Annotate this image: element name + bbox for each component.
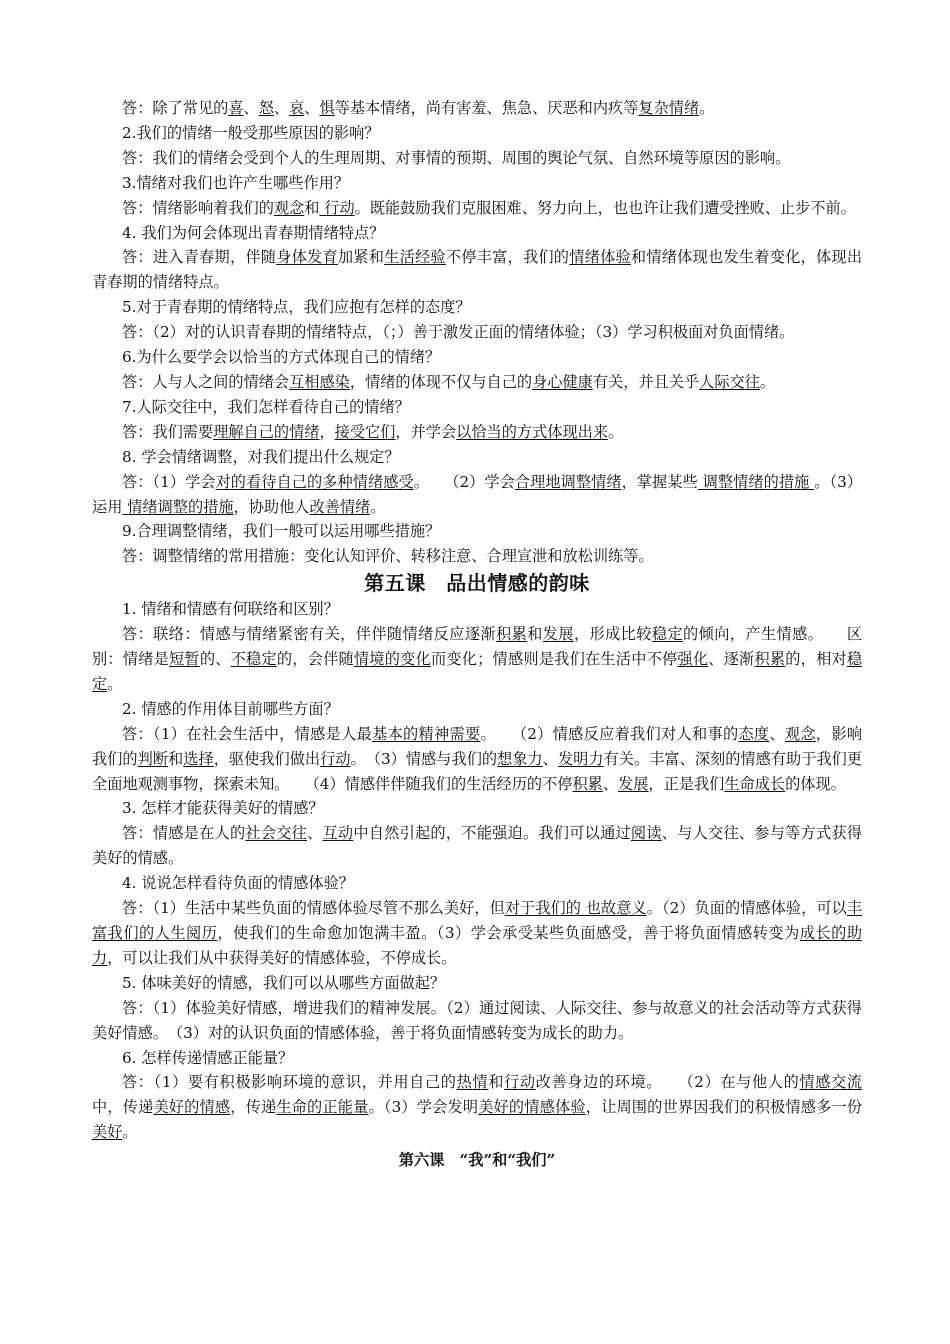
key-term: 稳定 xyxy=(651,625,684,644)
lesson4-q7: 7.人际交往中，我们怎样看待自己的情绪？ xyxy=(122,397,410,416)
key-term: 阅读 xyxy=(630,824,662,843)
text-run: 的体现。 xyxy=(785,774,846,793)
key-term: 想象力 xyxy=(497,749,543,768)
lesson4-q2: 2.我们的情绪一般受那些原因的影响？ xyxy=(122,123,380,142)
lesson5-q2-answer xyxy=(92,722,862,797)
key-term: 身心健康 xyxy=(532,372,593,391)
lesson5-q1-answer xyxy=(92,622,862,697)
key-term: 行动 xyxy=(320,749,351,768)
text-run: ，掌握某些 xyxy=(621,472,698,491)
key-term: 积累 xyxy=(572,774,603,793)
text-run: 。（2）负面的情感体验，可以 xyxy=(646,899,847,918)
text-run: ，正是我们 xyxy=(648,774,725,793)
text-run: 。 xyxy=(608,422,624,441)
text-run: 中，传递 xyxy=(92,1098,154,1117)
text-run: 而变化；情感则是我们在生活中不停 xyxy=(430,650,678,669)
text-run: 。既能鼓励我们克服困难、努力向上，也也许让我们遭受挫败、止步不前。 xyxy=(354,198,856,217)
key-term: 丰富我们的人生阅历 xyxy=(92,899,862,942)
key-term: 不稳定 xyxy=(230,650,277,669)
text-run: 、 xyxy=(602,774,619,793)
text-run: 答：情感是在人的 xyxy=(122,824,246,843)
key-term: 基本的精神需要 xyxy=(372,724,481,743)
lesson4-q4: 4. 我们为何会体现出青春期情绪特点？ xyxy=(122,223,385,242)
lesson4-q5: 5.对于青春期的情绪特点，我们应抱有怎样的态度？ xyxy=(122,298,471,317)
key-term: 情感交流 xyxy=(799,1073,863,1092)
key-term: 哀 xyxy=(289,99,305,117)
key-term: 美好的情感 xyxy=(153,1098,231,1117)
text-run: 加紧和 xyxy=(337,248,385,267)
key-term: 对于我们的 也故意义 xyxy=(504,899,647,918)
text-run: 和 xyxy=(488,1073,505,1092)
key-term: 短暂 xyxy=(169,650,200,669)
text-run: 、 xyxy=(243,99,259,117)
key-term: 美好的情感体验 xyxy=(478,1098,586,1117)
key-term: 喜 xyxy=(228,99,244,117)
key-term: 成长的助力 xyxy=(92,924,862,967)
key-term: 判断 xyxy=(137,749,169,768)
lesson4-q2-answer xyxy=(92,146,862,171)
text-run: 有关。丰富、深刻的情感有助于我们更全面地观测事物，探索未知。 （4）情感伴伴随我们的生活经历的不停 xyxy=(92,749,863,793)
text-run: ，让周围的世界因我们的积极情感多一份 xyxy=(585,1098,863,1117)
text-run: 。 xyxy=(370,497,386,516)
text-run: 。（3）学会发明 xyxy=(368,1098,479,1117)
key-term: 惧 xyxy=(319,99,335,117)
lesson5-title: 第五课 品出情感的韵味 xyxy=(364,571,590,596)
text-run: 答：（1）生活中某些负面的情感体验尽管不那么美好，但 xyxy=(122,899,505,918)
key-term: 合理地调整情绪 xyxy=(514,472,622,491)
key-term: 发展 xyxy=(618,774,649,793)
text-run: 、与人交往、参与等方式获得美好的情感。 xyxy=(92,824,863,868)
key-term: 调整情绪的措施 xyxy=(697,472,815,491)
text-run: 。 xyxy=(122,1123,138,1142)
text-run: 等基本情绪，尚有害羞、焦急、厌恶和内疚等 xyxy=(334,99,639,117)
text-run: 的，相对 xyxy=(785,650,847,669)
text-run: 有关，并且关乎 xyxy=(592,372,700,391)
text-run: 答：人与人之间的情绪会 xyxy=(122,372,290,391)
key-term: 互相感染 xyxy=(289,372,350,391)
text-run: 和情绪体现也发生着变化，体现出青春期的情绪特点。 xyxy=(92,248,863,292)
text-run: 答：进入青春期，伴随 xyxy=(122,248,277,267)
lesson4-q7-answer xyxy=(92,420,862,445)
text-run: 答：联络：情感与情绪紧密有关，伴伴随情绪反应逐渐 xyxy=(122,625,496,644)
lesson4-q9-answer xyxy=(92,544,862,569)
text-run: 的、 xyxy=(199,650,231,669)
key-term: 对的看待自己的多种情绪感受 xyxy=(215,472,414,491)
text-run: 改善身边的环境。 （2）在与他人的 xyxy=(535,1073,800,1092)
text-run: 的倾向，产生情感。 区别：情绪是 xyxy=(92,625,863,669)
key-term: 行动 xyxy=(504,1073,536,1092)
text-run: 、 xyxy=(542,749,558,768)
text-run: 中自然引起的，不能强迫。我们可以通过 xyxy=(353,824,631,843)
text-run: 。 （3）情感与我们的 xyxy=(350,749,498,768)
text-run: 、 xyxy=(769,724,785,743)
key-term: 热情 xyxy=(456,1073,489,1092)
lesson5-q6: 6. 怎样传递情感正能量？ xyxy=(122,1048,294,1067)
key-term: 行动 xyxy=(319,198,355,217)
key-term: 观念 xyxy=(784,724,816,743)
lesson5-q6-answer xyxy=(92,1070,862,1145)
key-term: 生命成长 xyxy=(724,774,786,793)
key-term: 生活经验 xyxy=(384,248,446,267)
lesson4-q3: 3.情绪对我们也许产生哪些作用？ xyxy=(122,173,350,192)
key-term: 态度 xyxy=(738,724,770,743)
document-page xyxy=(92,96,862,1175)
key-term: 怒 xyxy=(258,99,274,117)
lesson4-q9: 9.合理调整情绪，我们一般可以运用哪些措施？ xyxy=(122,522,441,541)
key-term: 选择 xyxy=(183,749,214,768)
lesson4-q8: 8. 学会情绪调整，对我们提出什么规定？ xyxy=(122,447,400,466)
text-run: ，使我们的生命愈加饱满丰盈。（3）学会承受某些负面感受，善于将负面情感转变为 xyxy=(217,924,800,942)
lesson4-q6-answer xyxy=(92,370,862,395)
key-term: 复杂情绪 xyxy=(638,99,700,117)
text-run: 答：除了常见的 xyxy=(122,99,229,117)
key-term: 观念 xyxy=(273,198,305,217)
lesson5-q2: 2. 情感的作用体目前哪些方面？ xyxy=(122,699,339,718)
text-run: ，可以让我们从中获得美好的情感体验，不停成长。 xyxy=(107,948,457,967)
key-term: 积累 xyxy=(496,625,528,644)
lesson4-q4-answer xyxy=(92,245,862,295)
key-term: 情绪体验 xyxy=(569,248,631,267)
text-run: 答：（1）在社会生活中，情感是人最 xyxy=(122,724,373,743)
text-run: 答：我们需要 xyxy=(122,422,214,441)
text-run: ，情绪的体现不仅与自己的 xyxy=(349,372,533,391)
text-run: ，协助他人 xyxy=(233,497,310,516)
text-run: 和 xyxy=(304,198,320,217)
lesson5-q5-answer xyxy=(92,996,862,1046)
key-term: 理解自己的情绪 xyxy=(213,422,320,441)
text-run: 。（3）运用 xyxy=(92,472,863,516)
key-term: 发展 xyxy=(542,625,574,644)
text-run: ，驱使我们做出 xyxy=(213,749,321,768)
text-run: 答：（2）对的认识青春期的情绪特点，（；）善于激发正面的情绪体验；（3）学习积极面对负面情绪。 xyxy=(122,323,795,342)
key-term: 以恰当的方式体现出来 xyxy=(456,422,608,441)
text-run: 答：调整情绪的常用措施：变化认知评价、转移注意、合理宣泄和放松训练等。 xyxy=(122,547,654,566)
text-run: ，并学会 xyxy=(395,422,457,441)
text-run: 、 xyxy=(273,99,290,117)
text-run: 答：（1）要有积极影响环境的意识，并用自己的 xyxy=(122,1073,457,1092)
key-term: 发明力 xyxy=(557,749,604,768)
text-run: ，传递 xyxy=(230,1098,277,1117)
key-term: 强化 xyxy=(677,650,709,669)
key-term: 美好 xyxy=(92,1123,123,1142)
key-term: 情绪调整的措施 xyxy=(122,497,234,516)
text-run: 和 xyxy=(168,749,184,768)
key-term: 社会交往 xyxy=(245,824,308,843)
text-run: 答：（1）体验美好情感，增进我们的精神发展。（2）通过阅读、人际交往、参与故意义的社会活动等方式获得美好情感。 （3）对的认识负面的情感体验，善于将负面情感转变为成长的助力。 xyxy=(92,998,862,1042)
text-run: 。 xyxy=(699,99,715,117)
key-term: 身体发育 xyxy=(276,248,338,267)
text-run: 答：（1）学会 xyxy=(122,472,216,491)
lesson5-q3: 3. 怎样才能获得美好的情感？ xyxy=(122,799,324,818)
text-run: ， xyxy=(319,422,335,441)
key-term: 情境的变化 xyxy=(353,650,431,669)
text-run: 、逐渐 xyxy=(708,650,755,669)
lesson4-q1-answer xyxy=(92,96,862,121)
text-run: 。 xyxy=(107,674,123,693)
lesson5-q1: 1. 情绪和情感有何联络和区别？ xyxy=(122,600,339,619)
lesson4-q6: 6.为什么要学会以恰当的方式体现自己的情绪？ xyxy=(122,348,441,367)
lesson5-q4: 4. 说说怎样看待负面的情感体验？ xyxy=(122,874,354,893)
text-run: 。 xyxy=(759,372,776,391)
text-run: ，形成比较 xyxy=(573,625,652,644)
text-run: 不停丰富，我们的 xyxy=(445,248,570,267)
key-term: 互动 xyxy=(322,824,354,843)
key-term: 生命的正能量 xyxy=(276,1098,369,1117)
text-run: 答：情绪影响着我们的 xyxy=(122,198,274,217)
lesson5-q4-answer xyxy=(92,896,862,971)
text-run: 、 xyxy=(307,824,323,843)
lesson4-q5-answer xyxy=(92,320,862,345)
key-term: 稳定 xyxy=(92,650,863,693)
lesson4-q8-answer xyxy=(92,470,862,520)
lesson4-q3-answer xyxy=(92,196,862,221)
key-term: 积累 xyxy=(754,650,786,669)
key-term: 人际交往 xyxy=(699,372,760,391)
text-run: 答：我们的情绪会受到个人的生理周期、对事情的预期、周围的舆论气氛、自然环境等原因的影响。 xyxy=(122,148,791,167)
lesson5-q3-answer xyxy=(92,821,862,871)
text-run: 、 xyxy=(304,99,320,117)
key-term: 改善情绪 xyxy=(309,497,371,516)
text-run: 和 xyxy=(527,625,543,644)
text-run: ，影响我们的 xyxy=(92,724,863,768)
lesson5-q5: 5. 体味美好的情感，我们可以从哪些方面做起？ xyxy=(122,973,446,992)
text-run: 。 （2）学会 xyxy=(413,472,515,491)
lesson6-title: 第六课 “我”和“我们” xyxy=(398,1151,556,1170)
key-term: 接受它们 xyxy=(334,422,396,441)
text-run: 。 （2）情感反应着我们对人和事的 xyxy=(480,724,739,743)
text-run: 的，会伴随 xyxy=(276,650,354,669)
